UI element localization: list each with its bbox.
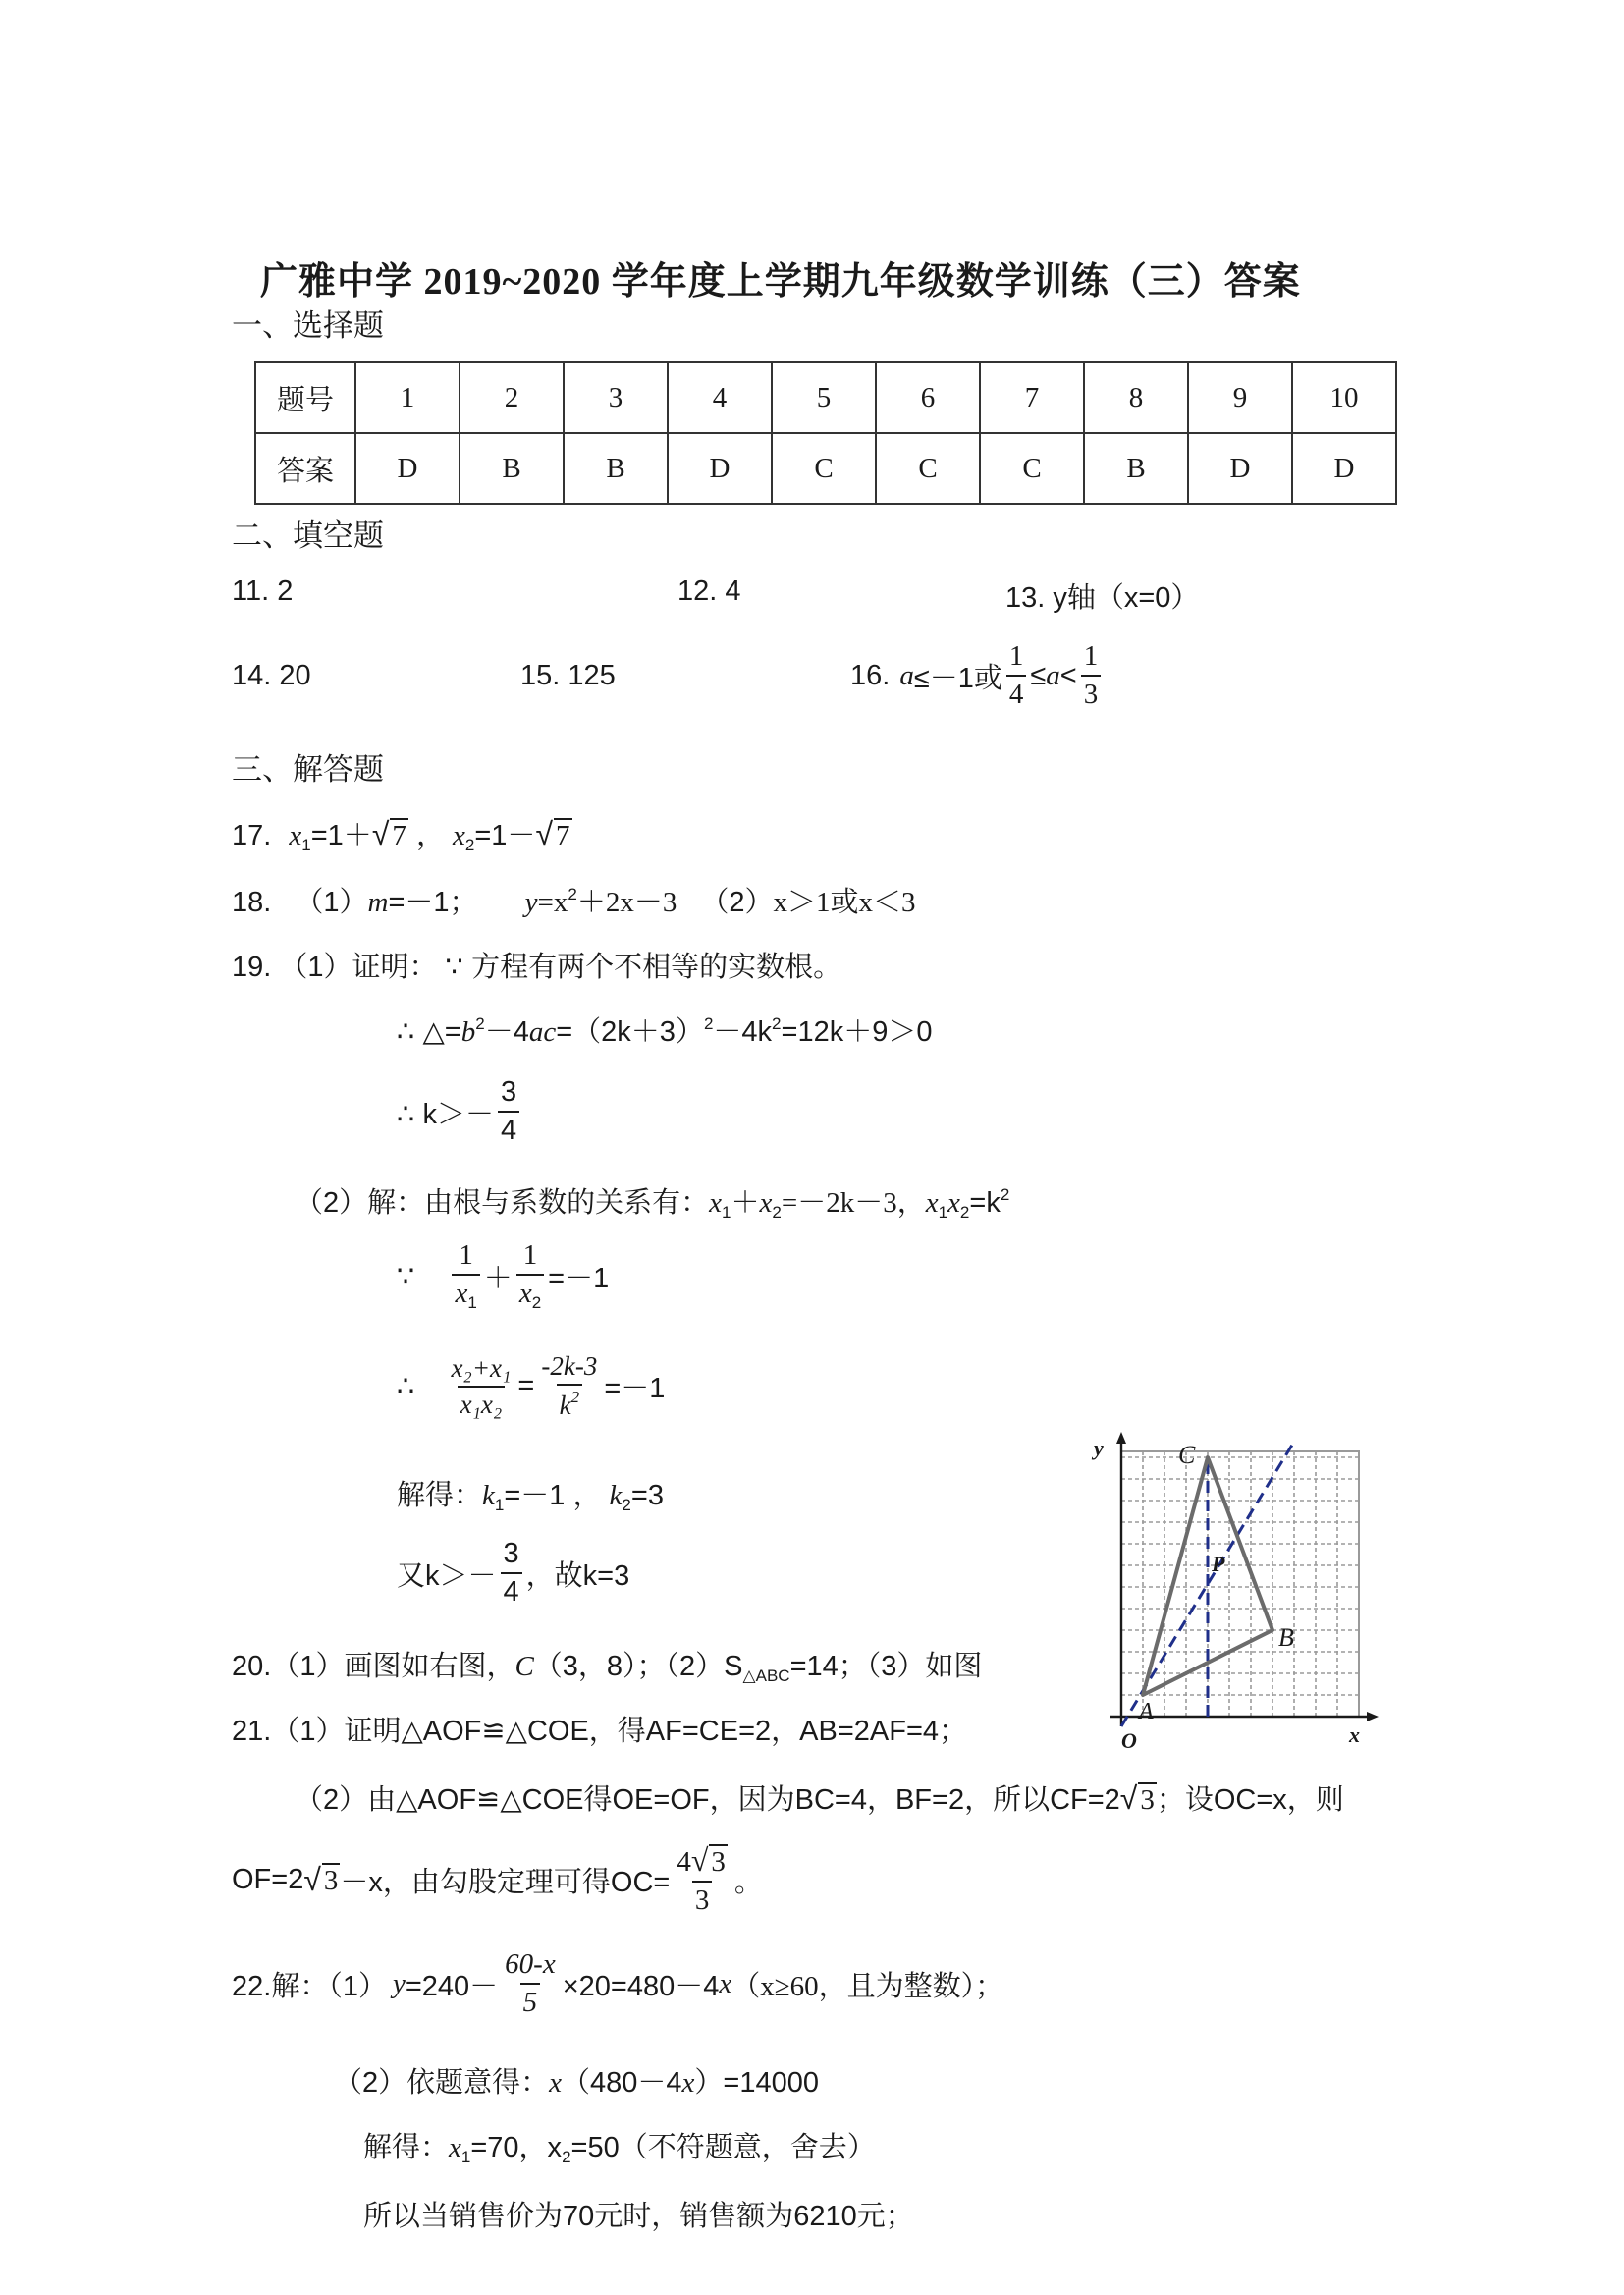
- answer-14: 14. 20: [232, 660, 311, 691]
- answer-19-text: ，故k=3: [525, 1559, 630, 1592]
- point-p-label: P: [1212, 1552, 1225, 1576]
- var-x: x: [759, 1187, 773, 1219]
- answer-22-text: 22.解：（1）: [232, 1970, 387, 2002]
- point-c: C: [514, 1651, 534, 1682]
- point-c-label: C: [1178, 1441, 1196, 1469]
- numerator: 3: [501, 1076, 517, 1108]
- answer-19-text: －4: [484, 1016, 529, 1048]
- denominator: 4: [498, 1111, 519, 1147]
- answer-19-part2: [295, 1180, 1009, 1223]
- answer-16-text: <: [1059, 659, 1077, 691]
- subscript: 1: [494, 1496, 505, 1514]
- part-label: （2）: [700, 887, 774, 918]
- sqrt-icon: √: [371, 816, 390, 851]
- answer-table: [254, 361, 1397, 505]
- denominator: 4: [501, 1572, 522, 1609]
- section-heading-solve: 三、解答题: [232, 752, 384, 787]
- answer-21-line1: 21.（1）证明△AOF≌△COE，得AF=CE=2，AB=2AF=4；: [232, 1716, 968, 1747]
- sqrt-icon: √: [535, 816, 553, 851]
- answer-22-line3: [363, 2125, 876, 2167]
- answer-19-reciprocal-sum: [397, 1239, 609, 1313]
- answer-17-comma: ，: [415, 820, 445, 851]
- answer-17-text: =1－: [474, 820, 536, 851]
- superscript: 2: [772, 1014, 782, 1033]
- var-x: x: [719, 1967, 732, 1999]
- var-x: x: [453, 820, 465, 851]
- point-a-label: A: [1139, 1699, 1154, 1724]
- table-cell-number: 10: [1292, 362, 1396, 433]
- table-cell-number: 2: [460, 362, 564, 433]
- superscript: 2: [568, 885, 577, 903]
- table-cell-answer: D: [1188, 433, 1292, 504]
- answer-19-text: ∴ k＞－: [397, 1098, 495, 1130]
- numerator: 3: [503, 1538, 519, 1569]
- answer-18-label: 18.: [232, 887, 272, 918]
- origin-label: O: [1121, 1728, 1137, 1753]
- answer-19-text: =－1: [604, 1373, 666, 1404]
- answer-21-text: OF=2: [232, 1863, 304, 1895]
- subscript: 1: [938, 1203, 948, 1222]
- sqrt-icon: √: [690, 1842, 709, 1878]
- answer-22-text: =70，x: [470, 2132, 563, 2163]
- radicand: 7: [556, 820, 570, 851]
- answer-19-text: （2）解：由根与系数的关系有：: [295, 1187, 710, 1219]
- answer-22-text: （2）依题意得：: [334, 2067, 550, 2099]
- denominator: 3: [692, 1881, 713, 1917]
- numerator: 1: [1008, 640, 1024, 672]
- section-heading-choice: 一、选择题: [232, 308, 384, 343]
- grid-lines: [1121, 1451, 1359, 1717]
- subscript: 1: [722, 1203, 731, 1222]
- plus-sign: ＋: [483, 1263, 513, 1294]
- table-head-label: 题号: [255, 362, 355, 433]
- answer-22-text: =240－: [405, 1970, 499, 2002]
- answer-19-discriminant: [397, 1010, 932, 1050]
- answer-16-label: 16.: [850, 659, 891, 691]
- answer-19-text: =－2k－3，: [781, 1187, 926, 1219]
- denominator: 4: [1006, 675, 1027, 711]
- var-m: m: [367, 887, 389, 918]
- therefore-symbol: ∴: [397, 1371, 415, 1402]
- answer-22-text: ）=14000: [694, 2067, 819, 2099]
- table-cell-number: 9: [1188, 362, 1292, 433]
- x-axis-arrow-icon: [1367, 1712, 1379, 1721]
- equals-sign: =: [517, 1370, 535, 1401]
- radicand: 3: [323, 1864, 339, 1896]
- var-x: x: [549, 2067, 563, 2099]
- denominator: 5: [520, 1983, 541, 2019]
- answer-20-text: （3，8）；（2）S: [533, 1651, 743, 1682]
- fraction: [674, 1842, 731, 1917]
- table-cell-answer: D: [1292, 433, 1396, 504]
- answer-22-line4: 所以当销售价为70元时，销售额为6210元；: [363, 2201, 914, 2232]
- superscript: 2: [703, 1014, 714, 1033]
- answer-20-text: 20.（1）画图如右图，: [232, 1651, 515, 1682]
- var-ac: ac: [528, 1016, 557, 1048]
- var-x: x: [925, 1187, 939, 1219]
- fraction: [448, 1353, 514, 1420]
- table-row-numbers: [255, 362, 1396, 433]
- answer-22-line2: [334, 2060, 819, 2101]
- answer-21-text: ；设OC=x，则: [1156, 1784, 1344, 1816]
- table-cell-number: 7: [980, 362, 1084, 433]
- numerator: [674, 1842, 731, 1881]
- table-cell-number: 5: [772, 362, 876, 433]
- var-x: x: [449, 2132, 461, 2163]
- table-cell-answer: B: [564, 433, 668, 504]
- sqrt-icon: √: [303, 1861, 321, 1897]
- answer-15: 15. 125: [520, 660, 616, 691]
- table-cell-number: 8: [1084, 362, 1188, 433]
- answer-19-line1: 19. （1）证明： ∵ 方程有两个不相等的实数根。: [232, 952, 842, 983]
- point-b-label: B: [1278, 1623, 1294, 1652]
- numerator: 60-x: [505, 1948, 556, 1980]
- denominator: [557, 1384, 582, 1421]
- answer-20-text: =14；（3）如图: [789, 1651, 983, 1682]
- subscript: 2: [622, 1496, 631, 1514]
- answer-19-text: ＋: [731, 1187, 760, 1219]
- fraction: [502, 1948, 559, 2019]
- denominator: [516, 1274, 544, 1313]
- answer-16-text: ≤－1或: [913, 662, 1002, 694]
- subscript: 2: [464, 836, 475, 854]
- fraction: [1081, 640, 1102, 711]
- answer-21-text: －x，由勾股定理可得OC=: [340, 1866, 671, 1898]
- table-cell-number: 4: [668, 362, 772, 433]
- table-cell-answer: D: [355, 433, 460, 504]
- fraction: [538, 1351, 600, 1421]
- table-cell-answer: B: [1084, 433, 1188, 504]
- table-cell-answer: C: [876, 433, 980, 504]
- numerator-coef: 4: [677, 1846, 691, 1878]
- answer-19-text: =12k＋9＞0: [781, 1016, 933, 1048]
- superscript: 2: [570, 1388, 580, 1406]
- answer-18-text: =x: [537, 887, 568, 918]
- fraction: [498, 1076, 519, 1147]
- numerator: 1: [522, 1239, 538, 1271]
- numerator: x₂+x₁: [451, 1352, 512, 1383]
- answer-20: [232, 1644, 982, 1686]
- answer-22-text: （480－4: [562, 2067, 682, 2099]
- answer-22-text: =50（不符题意，舍去）: [570, 2132, 876, 2163]
- denominator: [452, 1274, 479, 1313]
- table-cell-answer: B: [460, 433, 564, 504]
- var-a: a: [899, 659, 914, 691]
- var-y: y: [392, 1967, 406, 1999]
- table-cell-answer: C: [980, 433, 1084, 504]
- answer-18-text: x＞1或x＜3: [773, 887, 916, 918]
- answer-18-text: =－1；: [388, 887, 478, 918]
- page-title: 广雅中学 2019~2020 学年度上学期九年级数学训练（三）答案: [260, 261, 1301, 302]
- subscript: 2: [772, 1203, 782, 1222]
- radicand: 3: [711, 1846, 726, 1878]
- answer-22-text: 解得：: [363, 2132, 450, 2163]
- superscript: 2: [475, 1014, 485, 1033]
- table-cell-number: 1: [355, 362, 460, 433]
- var-x: x: [709, 1187, 723, 1219]
- table-answer-label: 答案: [255, 433, 355, 504]
- answer-22-line1: [232, 1948, 1003, 2019]
- subscript: 2: [959, 1203, 970, 1222]
- subscript: △ABC: [742, 1667, 790, 1685]
- numerator: 1: [1083, 640, 1099, 672]
- y-axis-arrow-icon: [1116, 1432, 1126, 1444]
- denominator: x₁x₂: [458, 1386, 506, 1420]
- var-k: k: [482, 1480, 495, 1511]
- var-x: x: [518, 1278, 532, 1309]
- answer-17-text: =1＋: [310, 820, 372, 851]
- answer-11: 11. 2: [232, 575, 294, 607]
- answer-19-text: =－1 ，: [504, 1480, 602, 1511]
- radicand: 7: [392, 820, 406, 851]
- var-x: x: [947, 1187, 960, 1219]
- answer-18: [232, 880, 916, 920]
- answer-19-conclusion: [397, 1538, 629, 1609]
- answer-19-text: 又k＞－: [397, 1559, 497, 1592]
- answer-19-text: =k: [969, 1187, 1001, 1219]
- fraction: [452, 1239, 479, 1313]
- answer-19-text: 解得：: [397, 1480, 483, 1511]
- var-a: a: [1046, 659, 1060, 691]
- section-heading-fill: 二、填空题: [232, 519, 384, 553]
- var-k: k: [559, 1391, 571, 1420]
- answer-22-text: ×20=480－4: [562, 1970, 720, 2002]
- answer-19-text: =3: [630, 1480, 664, 1511]
- denominator: 3: [1081, 675, 1102, 711]
- x-axis-label: x: [1349, 1722, 1360, 1747]
- answer-18-text: ＋2x－3: [576, 887, 677, 918]
- part-label: （1）: [295, 887, 368, 918]
- answer-17-label: 17.: [232, 820, 272, 851]
- sqrt-icon: √: [1119, 1780, 1138, 1816]
- answer-21-text: 。: [733, 1866, 763, 1898]
- superscript: 2: [1000, 1185, 1010, 1204]
- answer-19-text: =－1: [548, 1263, 610, 1294]
- var-x: x: [289, 820, 302, 851]
- answer-19-k-range: [397, 1076, 523, 1147]
- var-x: x: [681, 2067, 695, 2099]
- subscript: 1: [467, 1293, 477, 1312]
- subscript: 1: [460, 2148, 471, 2166]
- table-cell-number: 6: [876, 362, 980, 433]
- answer-22-text: （x≥60，且为整数）；: [731, 1970, 1004, 2002]
- because-symbol: ∵: [397, 1261, 415, 1292]
- numerator: 1: [459, 1239, 473, 1271]
- answer-21-line3: [232, 1842, 763, 1917]
- answer-19-text: ∴ △=: [397, 1016, 461, 1048]
- answer-19-fraction-eq: [397, 1351, 665, 1421]
- fraction: [516, 1239, 544, 1313]
- coordinate-grid-figure: [1088, 1432, 1382, 1758]
- table-row-answers: [255, 433, 1396, 504]
- table-cell-answer: D: [668, 433, 772, 504]
- answer-17: [232, 813, 572, 855]
- subscript: 2: [562, 2148, 571, 2166]
- answer-16: [850, 640, 1105, 711]
- var-y: y: [524, 887, 538, 918]
- numerator: -2k-3: [541, 1351, 598, 1381]
- grid-border: [1121, 1451, 1359, 1717]
- answer-19-text: =（2k＋3）: [556, 1016, 704, 1048]
- answer-16-text: ≤: [1030, 659, 1047, 691]
- var-b: b: [460, 1016, 476, 1048]
- var-k: k: [609, 1480, 623, 1511]
- answer-19-text: －4k: [713, 1016, 773, 1048]
- y-axis-label: y: [1094, 1436, 1104, 1460]
- table-cell-number: 3: [564, 362, 668, 433]
- subscript: 2: [531, 1293, 542, 1312]
- var-x: x: [455, 1278, 468, 1309]
- answer-12: 12. 4: [677, 575, 741, 607]
- answer-21-line2: [295, 1777, 1344, 1818]
- answer-21-text: （2）由△AOF≌△COE得OE=OF，因为BC=4，BF=2，所以CF=2: [295, 1784, 1120, 1816]
- fraction: [501, 1538, 522, 1609]
- fraction: [1006, 640, 1027, 711]
- table-cell-answer: C: [772, 433, 876, 504]
- answer-19-solution: [397, 1473, 664, 1515]
- subscript: 1: [301, 836, 311, 854]
- answer-13: 13. y轴（x=0）: [1005, 582, 1200, 614]
- radicand: 3: [1140, 1784, 1155, 1816]
